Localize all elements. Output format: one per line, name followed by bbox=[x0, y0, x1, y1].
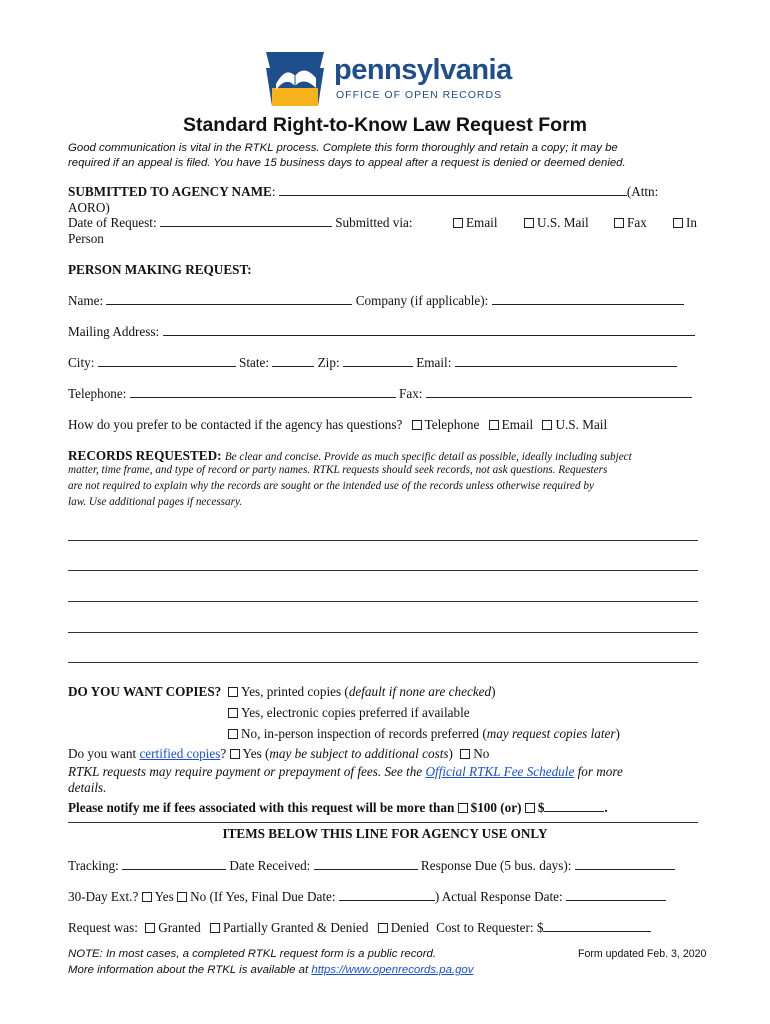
option-label: Telephone bbox=[424, 417, 480, 432]
telephone-row bbox=[68, 386, 708, 402]
via-fax[interactable] bbox=[614, 215, 647, 231]
records-line-2: matter, time frame, and type of record or party names. RTKL requests should seek records, not ask questions. Requesters bbox=[68, 464, 608, 476]
option-label: $ bbox=[537, 800, 545, 815]
option-label: Granted bbox=[158, 920, 201, 935]
city-row bbox=[68, 355, 708, 371]
company-label: Company (if applicable): bbox=[355, 293, 489, 308]
contact-question: How do you prefer to be contacted if the agency has questions? bbox=[68, 417, 403, 432]
fee-text-3: details. bbox=[68, 780, 107, 795]
page-title: Standard Right-to-Know Law Request Form bbox=[182, 114, 588, 136]
certified-yes[interactable] bbox=[230, 746, 453, 761]
was-granted[interactable] bbox=[145, 920, 200, 935]
ext-label: 30-Day Ext.? bbox=[68, 889, 139, 904]
notify-end: . bbox=[604, 800, 608, 815]
fee-text: RTKL requests may require payment or prepayment of fees. See the bbox=[68, 764, 423, 779]
notify-custom[interactable] bbox=[525, 800, 545, 815]
notify-row bbox=[68, 800, 708, 816]
option-label: U.S. Mail bbox=[555, 417, 608, 432]
option-label: Partially Granted & Denied bbox=[223, 920, 369, 935]
notify-100[interactable] bbox=[458, 800, 522, 815]
request-was-row bbox=[68, 920, 708, 936]
checkbox[interactable] bbox=[378, 923, 388, 933]
records-line-field[interactable] bbox=[68, 662, 698, 663]
date-label: Date of Request: bbox=[68, 215, 157, 230]
date-row bbox=[68, 215, 708, 231]
telephone-label: Telephone: bbox=[68, 386, 127, 401]
checkbox[interactable] bbox=[453, 218, 463, 228]
submitted-row: SUBMITTED TO AGENCY NAME: (Attn: AORO) bbox=[68, 184, 659, 215]
records-heading: RECORDS REQUESTED: bbox=[68, 448, 222, 463]
person-text: Person bbox=[68, 231, 104, 246]
checkbox[interactable] bbox=[228, 729, 238, 739]
cost-label: Cost to Requester: $ bbox=[436, 920, 544, 935]
name-field[interactable] bbox=[106, 293, 352, 305]
agency-heading: ITEMS BELOW THIS LINE FOR AGENCY USE ONLY bbox=[222, 826, 548, 841]
tracking-row bbox=[68, 858, 708, 874]
requester-heading: PERSON MAKING REQUEST: bbox=[68, 262, 252, 277]
ext-no[interactable] bbox=[177, 889, 335, 904]
state-label: State: bbox=[238, 355, 270, 370]
certified-no[interactable] bbox=[460, 746, 489, 761]
actual-label: ) Actual Response Date: bbox=[434, 889, 563, 904]
state-field[interactable] bbox=[272, 355, 314, 367]
logo-wordmark: pennsylvania bbox=[334, 54, 512, 86]
footer-note: NOTE: In most cases, a completed RTKL request form is a public record. bbox=[68, 948, 437, 960]
option-note: may request copies later bbox=[486, 726, 616, 741]
checkbox[interactable] bbox=[228, 708, 238, 718]
option-note: default if none are checked bbox=[348, 684, 492, 699]
email-field[interactable] bbox=[455, 355, 677, 367]
via-label: Submitted via: bbox=[335, 215, 413, 230]
notify-amount-field[interactable] bbox=[544, 800, 604, 812]
checkbox[interactable] bbox=[614, 218, 624, 228]
footer-info: More information about the RTKL is available at bbox=[68, 964, 309, 976]
city-label: City: bbox=[68, 355, 95, 370]
form-updated: Form updated Feb. 3, 2020 bbox=[578, 948, 707, 960]
copies-inspection[interactable] bbox=[228, 726, 620, 742]
records-line-1: Be clear and concise. Provide as much specific detail as possible, ideally including subject bbox=[224, 451, 632, 463]
checkbox[interactable] bbox=[673, 218, 683, 228]
records-line-3: are not required to explain why the records are sought or the intended use of the records unless otherwise required by bbox=[68, 480, 594, 492]
checkbox[interactable] bbox=[460, 749, 470, 759]
option-label: No bbox=[473, 746, 490, 761]
copies-electronic[interactable] bbox=[228, 705, 470, 721]
option-label: U.S. Mail bbox=[537, 215, 589, 230]
copies-heading: DO YOU WANT COPIES? bbox=[68, 684, 222, 699]
checkbox[interactable] bbox=[145, 923, 155, 933]
option-note: may be subject to additional costs bbox=[269, 746, 449, 761]
was-denied[interactable] bbox=[378, 920, 429, 935]
checkbox[interactable] bbox=[525, 803, 535, 813]
date-field[interactable] bbox=[160, 215, 332, 227]
received-label: Date Received: bbox=[229, 858, 311, 873]
actual-date-field[interactable] bbox=[566, 889, 666, 901]
option-label: No, in-person inspection of records preferred ( bbox=[241, 726, 487, 741]
certified-row bbox=[68, 746, 489, 762]
contact-telephone[interactable] bbox=[412, 417, 480, 432]
contact-row bbox=[68, 417, 708, 433]
option-label: Email bbox=[501, 417, 534, 432]
agency-name-field[interactable] bbox=[279, 184, 627, 196]
option-label: Yes bbox=[154, 889, 174, 904]
checkbox[interactable] bbox=[142, 892, 152, 902]
checkbox[interactable] bbox=[177, 892, 187, 902]
ext-yes[interactable] bbox=[142, 889, 174, 904]
agency-divider bbox=[68, 822, 698, 823]
option-label: No (If Yes, Final Due Date: bbox=[190, 889, 336, 904]
city-field[interactable] bbox=[98, 355, 236, 367]
records-line-field[interactable] bbox=[68, 601, 698, 602]
intro-line-1: Good communication is vital in the RTKL process. Complete this form thoroughly and retain a copy; it may be bbox=[68, 142, 618, 154]
records-line-field[interactable] bbox=[68, 540, 698, 541]
records-line-field[interactable] bbox=[68, 570, 698, 571]
checkbox[interactable] bbox=[489, 420, 499, 430]
zip-field[interactable] bbox=[343, 355, 413, 367]
via-email[interactable] bbox=[453, 215, 498, 231]
checkbox[interactable] bbox=[524, 218, 534, 228]
received-field[interactable] bbox=[314, 858, 418, 870]
mailing-row bbox=[68, 324, 708, 340]
fee-schedule-link[interactable]: Official RTKL Fee Schedule bbox=[425, 764, 575, 779]
notify-text: Please notify me if fees associated with this request will be more than bbox=[68, 800, 455, 815]
email-label: Email: bbox=[416, 355, 452, 370]
logo bbox=[262, 48, 512, 108]
company-field[interactable] bbox=[492, 293, 684, 305]
submitted-label: SUBMITTED TO AGENCY NAME bbox=[68, 184, 272, 199]
final-due-field[interactable] bbox=[339, 889, 435, 901]
certified-question: Do you want bbox=[68, 746, 137, 761]
fax-label: Fax: bbox=[399, 386, 423, 401]
logo-subtitle: OFFICE OF OPEN RECORDS bbox=[336, 89, 503, 101]
via-mail[interactable] bbox=[524, 215, 589, 231]
zip-label: Zip: bbox=[317, 355, 340, 370]
checkbox[interactable] bbox=[542, 420, 552, 430]
via-in-person[interactable] bbox=[673, 215, 697, 231]
response-due-label: Response Due (5 bus. days): bbox=[420, 858, 572, 873]
response-due-field[interactable] bbox=[575, 858, 675, 870]
tracking-field[interactable] bbox=[122, 858, 226, 870]
mailing-label: Mailing Address: bbox=[68, 324, 160, 339]
openrecords-link[interactable]: https://www.openrecords.pa.gov bbox=[311, 964, 474, 976]
attn-text: (Attn: AORO) bbox=[68, 184, 659, 215]
checkbox[interactable] bbox=[210, 923, 220, 933]
fax-field[interactable] bbox=[426, 386, 692, 398]
copies-printed[interactable] bbox=[228, 684, 496, 700]
option-end: ) bbox=[448, 746, 453, 761]
telephone-field[interactable] bbox=[130, 386, 396, 398]
fee-row bbox=[68, 764, 702, 780]
checkbox[interactable] bbox=[412, 420, 422, 430]
tracking-label: Tracking: bbox=[68, 858, 119, 873]
option-label: Yes, printed copies ( bbox=[241, 684, 349, 699]
was-label: Request was: bbox=[68, 920, 138, 935]
records-line-4: law. Use additional pages if necessary. bbox=[68, 496, 243, 508]
certified-qmark: ? bbox=[220, 746, 227, 761]
option-label: Email bbox=[466, 215, 498, 230]
fee-text-2: for more bbox=[577, 764, 623, 779]
footer-info-row bbox=[68, 964, 473, 976]
extension-row bbox=[68, 889, 708, 905]
was-partial[interactable] bbox=[210, 920, 368, 935]
checkbox[interactable] bbox=[458, 803, 468, 813]
option-label: Yes ( bbox=[242, 746, 270, 761]
option-label: Yes, electronic copies preferred if available bbox=[241, 705, 470, 720]
option-end: ) bbox=[491, 684, 496, 699]
keystone-book-icon bbox=[262, 48, 328, 110]
name-row bbox=[68, 293, 708, 309]
certified-copies-link[interactable]: certified copies bbox=[139, 746, 221, 761]
records-line-field[interactable] bbox=[68, 632, 698, 633]
option-label: Denied bbox=[390, 920, 429, 935]
records-row-1 bbox=[68, 448, 708, 464]
checkbox[interactable] bbox=[228, 687, 238, 697]
checkbox[interactable] bbox=[230, 749, 240, 759]
option-end: ) bbox=[615, 726, 620, 741]
mailing-field[interactable] bbox=[163, 324, 695, 336]
contact-mail[interactable] bbox=[542, 417, 607, 432]
option-label: Fax bbox=[627, 215, 647, 230]
option-label: $100 (or) bbox=[470, 800, 522, 815]
option-label: In bbox=[686, 215, 697, 230]
cost-field[interactable] bbox=[543, 920, 651, 932]
intro-line-2: required if an appeal is filed. You have 15 business days to appeal after a request is denied or deemed denied. bbox=[68, 157, 626, 169]
name-label: Name: bbox=[68, 293, 104, 308]
contact-email[interactable] bbox=[489, 417, 534, 432]
